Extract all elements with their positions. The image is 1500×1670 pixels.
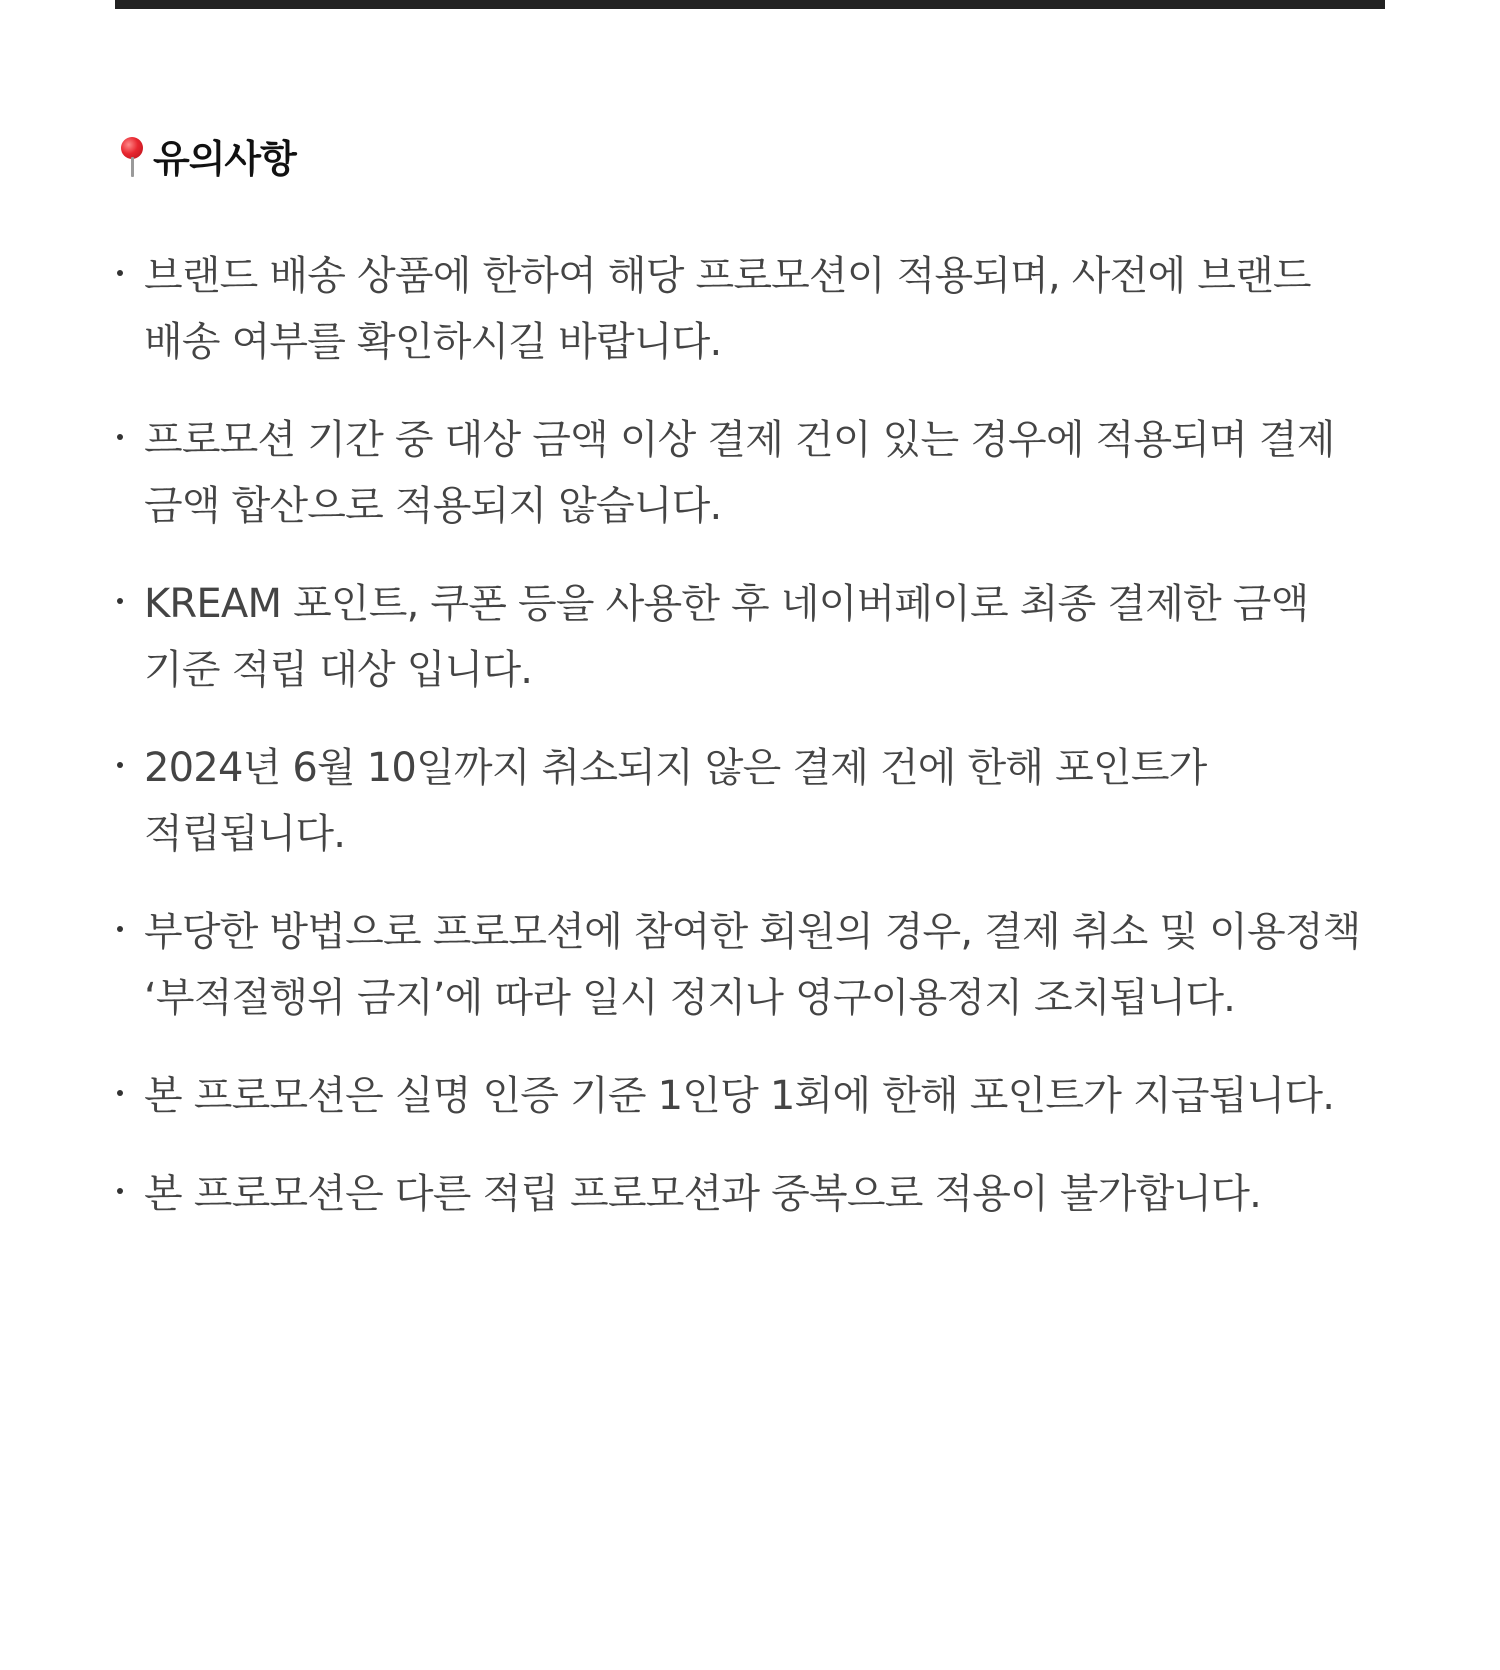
notice-item <box>115 899 1385 1031</box>
bullet-dot-icon <box>117 926 123 932</box>
notice-item <box>115 571 1385 703</box>
notice-heading <box>115 125 1385 185</box>
notice-text: KREAM 포인트, 쿠폰 등을 사용한 후 네이버페이로 최종 결제한 금액 기준 적립 대상 입니다. <box>144 581 1309 693</box>
bullet-dot-icon <box>117 1090 123 1096</box>
top-divider-bar <box>115 0 1385 9</box>
notice-text: 본 프로모션은 실명 인증 기준 1인당 1회에 한해 포인트가 지급됩니다. <box>144 1073 1335 1119</box>
notice-text: 프로모션 기간 중 대상 금액 이상 결제 건이 있는 경우에 적용되며 결제 금액 합산으로 적용되지 않습니다. <box>144 417 1335 529</box>
bullet-dot-icon <box>117 762 123 768</box>
bullet-dot-icon <box>117 270 123 276</box>
notice-text: 본 프로모션은 다른 적립 프로모션과 중복으로 적용이 불가합니다. <box>144 1171 1261 1217</box>
notice-item <box>115 735 1385 867</box>
notice-item <box>115 243 1385 375</box>
bullet-dot-icon <box>117 598 123 604</box>
notice-item <box>115 1161 1385 1227</box>
bullet-dot-icon <box>117 1188 123 1194</box>
notice-title: 유의사항 <box>153 136 296 181</box>
bullet-dot-icon <box>117 434 123 440</box>
notice-list <box>115 243 1385 1227</box>
notice-text: 브랜드 배송 상품에 한하여 해당 프로모션이 적용되며, 사전에 브랜드 배송 여부를 확인하시길 바랍니다. <box>144 253 1311 365</box>
notice-item <box>115 407 1385 539</box>
notice-text: 부당한 방법으로 프로모션에 참여한 회원의 경우, 결제 취소 및 이용정책 ‘부적절행위 금지’에 따라 일시 정지나 영구이용정지 조치됩니다. <box>144 909 1361 1021</box>
notice-text: 2024년 6월 10일까지 취소되지 않은 결제 건에 한해 포인트가 적립됩니다. <box>144 745 1207 857</box>
pushpin-icon <box>115 129 151 181</box>
notice-item <box>115 1063 1385 1129</box>
notice-section <box>115 125 1385 1259</box>
